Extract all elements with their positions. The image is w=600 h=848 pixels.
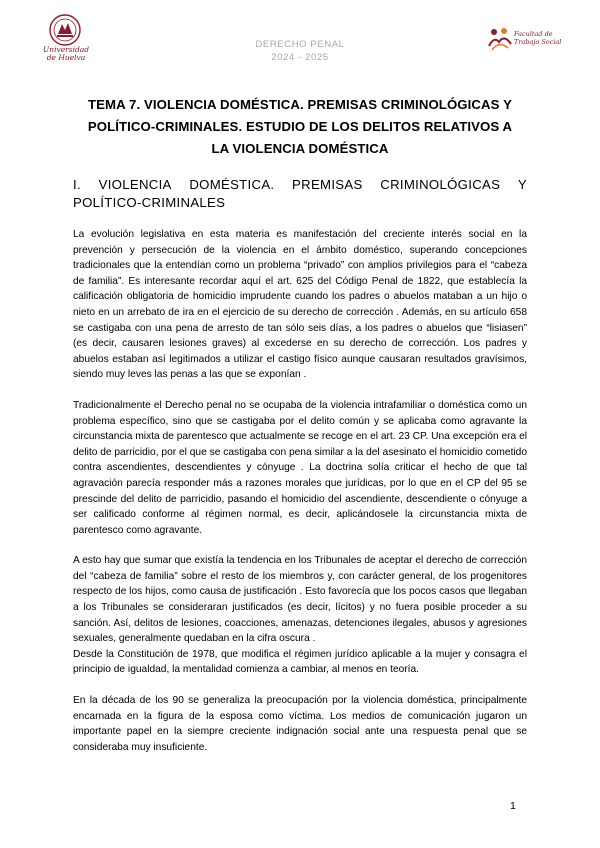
title-line-2: POLÍTICO-CRIMINALES. ESTUDIO DE LOS DELITOS RELATIVOS A <box>87 119 513 134</box>
faculty-logo-line2: Trabajo Social <box>514 38 562 46</box>
paragraph: En la década de los 90 se generaliza la preocupación por la violencia doméstica, principalmente encarnada en la figura de la esposa como víctima. Los medios de comunicación jugaron un importante papel en la siempre creciente indignación social ante una respuesta penal que se consideraba muy insuficiente. <box>73 695 527 753</box>
university-logo-line1: Universidad <box>42 45 90 54</box>
section-word: DOMÉSTICA. <box>189 177 275 192</box>
paragraph: La evolución legislativa en esta materia es manifestación del creciente interés social en la prevención y persecución de la violencia en el ámbito doméstico, superando concepciones tradicionales que la entendían como un problema “privado” con amplios privilegios para el “cabeza de familia”. Es interesante recordar aquí el art. 625 del Código Penal de 1822, que establecía la calificación obligatoria de homicidio imprudente cuando los padres o abuelos mataban a un hijo o nieto en un arrebato de ira en el ejercicio de su derecho de corrección . Además, en su artículo 658 se castigaba con una pena de arresto de tan sólo seis días, a los padres o abuelos que “lisiasen” (es decir, causaren lesiones graves) al excederse en su derecho de corrección. Los padres y abuelos estaban así legitimados a utilizar el castigo físico aunque causaran resultados gravísimos, siendo muy leves las penas a las que se exponían . <box>73 229 527 381</box>
section-word: VIOLENCIA <box>98 177 172 192</box>
section-number: I. <box>73 177 81 192</box>
title-line-1: TEMA 7. VIOLENCIA DOMÉSTICA. PREMISAS CRIMINOLÓGICAS Y <box>87 97 512 112</box>
course-name: DERECHO PENAL <box>255 39 345 50</box>
title-line-3: LA VIOLENCIA DOMÉSTICA <box>211 141 389 156</box>
page-number: 1 <box>510 800 516 812</box>
section-heading <box>73 176 527 212</box>
section-word: PREMISAS <box>292 177 363 192</box>
paragraph: Desde la Constitución de 1978, que modifica el régimen jurídico aplicable a la mujer y consagra el principio de igualdad, la mentalidad comienza a cambiar, al menos en teoría. <box>73 648 527 676</box>
body-text <box>73 227 527 770</box>
document-title <box>60 94 540 160</box>
section-word: Y <box>517 177 527 192</box>
faculty-logo-text <box>514 30 561 46</box>
faculty-logo-line1: Facultad de <box>514 30 553 38</box>
section-word: CRIMINOLÓGICAS <box>380 177 501 192</box>
paragraph: Tradicionalmente el Derecho penal no se ocupaba de la violencia intrafamiliar o doméstica como un problema específico, sino que se castigaba por el delito común y se aplicaba como agravante la circunstancia mixta de parentesco que actualmente se recoge en el art. 23 CP. Una excepción era el delito de parricidio, por el que se castigaba con pena similar a la del asesinato el homicidio cometido contra ascendientes, descendientes y cónyuge . La doctrina solía criticar el hecho de que tal agravación parecía responder más a razones morales que jurídicas, por lo que en el CP del 95 se prescinde del delito de parricidio, pasando el homicidio del ascendiente, descendiente o cónyuge a ser calificado conforme al régimen normal, es decir, aplicándosele la circunstancia mixta de parentesco como agravante. <box>73 399 527 536</box>
section-heading-line-2: POLÍTICO-CRIMINALES <box>73 195 226 210</box>
faculty-emblem-icon <box>486 26 514 52</box>
university-logo-line2: de Huelva <box>46 53 86 62</box>
academic-year: 2024 - 2025 <box>271 52 329 63</box>
paragraph: A esto hay que sumar que existía la tendencia en los Tribunales de aceptar el derecho de corrección del “cabeza de familia” sobre el resto de los miembros y, con carácter general, de los progenitores respecto de los hijos, como causa de justificación . Esto favorecía que los pocos casos que llegaban a los Tribunales se consideraran justificados (es decir, lícitos) y no fuera posible proceder a su sanción. Así, delitos de lesiones, coacciones, amenazas, detenciones ilegales, abusos y agresiones sexuales, generalmente quedaban en la cifra oscura . <box>73 555 527 645</box>
section-heading-line-1 <box>73 176 527 194</box>
